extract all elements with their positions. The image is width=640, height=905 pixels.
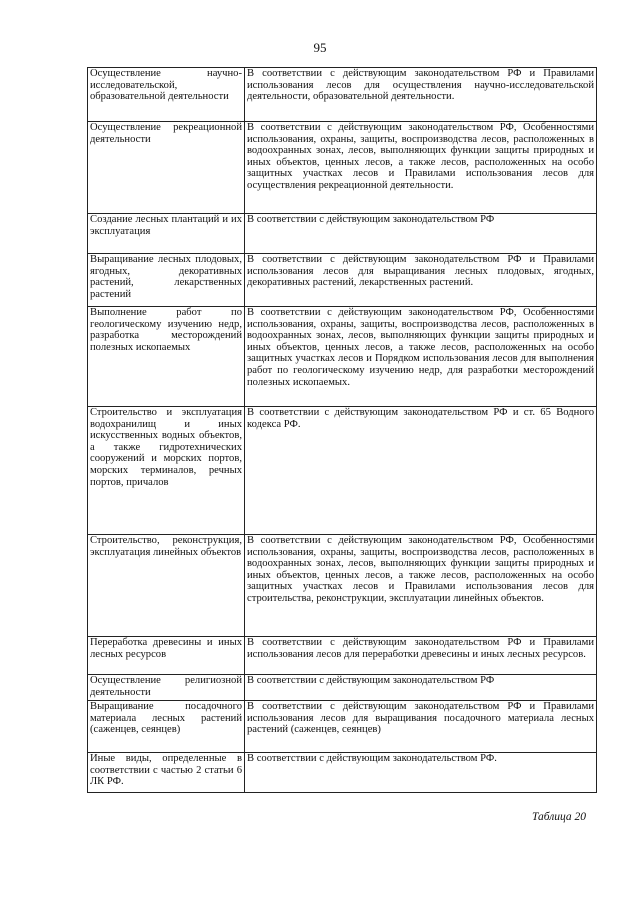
table-row bbox=[88, 214, 597, 254]
activity-cell: Строительство и эксплуатация водохранилищ и иных искусственных водных объектов, а также гидротехнических сооружений и морских портов, морских терминалов, речных портов, причалов bbox=[88, 407, 245, 535]
table-row bbox=[88, 675, 597, 701]
requirement-cell: В соответствии с действующим законодательством РФ. bbox=[245, 753, 597, 793]
activity-cell: Выращивание посадочного материала лесных растений (саженцев, сеянцев) bbox=[88, 701, 245, 753]
activity-cell: Переработка древесины и иных лесных ресурсов bbox=[88, 637, 245, 675]
table-caption: Таблица 20 bbox=[531, 811, 586, 823]
table-row bbox=[88, 407, 597, 535]
table-row bbox=[88, 307, 597, 407]
activity-cell: Строительство, реконструкция, эксплуатация линейных объектов bbox=[88, 535, 245, 637]
activity-cell: Осуществление рекреационной деятельности bbox=[88, 122, 245, 214]
table-row bbox=[88, 122, 597, 214]
activity-cell: Выполнение работ по геологическому изучению недр, разработка месторождений полезных ископаемых bbox=[88, 307, 245, 407]
requirement-cell: В соответствии с действующим законодательством РФ bbox=[245, 214, 597, 254]
table-row bbox=[88, 701, 597, 753]
requirement-cell: В соответствии с действующим законодательством РФ и Правилами использования лесов для осуществления научно-исследовательской деятельности, образовательной деятельности. bbox=[245, 68, 597, 122]
activity-cell: Создание лесных плантаций и их эксплуатация bbox=[88, 214, 245, 254]
requirement-cell: В соответствии с действующим законодательством РФ, Особенностями использования, охраны, защиты, воспроизводства лесов, расположенных в водоохранных зонах, лесов, выполняющих функции защиты природных и иных объектов, ценных лесов, а также лесов, расположенных на особо защитных участках лесов и Правилами использования лесов для строительства, реконструкции, эксплуатации линейных объектов. bbox=[245, 535, 597, 637]
requirement-cell: В соответствии с действующим законодательством РФ, Особенностями использования, охраны, защиты, воспроизводства лесов, расположенных в водоохранных зонах, лесов, выполняющих функции защиты природных и иных объектов, ценных лесов, а также лесов, расположенных на особо защитных участках лесов и Правилами использования лесов для осуществления рекреационной деятельности. bbox=[245, 122, 597, 214]
page-number: 95 bbox=[313, 40, 327, 55]
table-row bbox=[88, 254, 597, 307]
table-row bbox=[88, 637, 597, 675]
requirement-cell: В соответствии с действующим законодательством РФ bbox=[245, 675, 597, 701]
forest-use-table bbox=[87, 67, 597, 793]
activity-cell: Иные виды, определенные в соответствии с частью 2 статьи 6 ЛК РФ. bbox=[88, 753, 245, 793]
activity-cell: Осуществление религиозной деятельности bbox=[88, 675, 245, 701]
requirement-cell: В соответствии с действующим законодательством РФ, Особенностями использования, охраны, защиты, воспроизводства лесов, расположенных в водоохранных зонах, лесов, выполняющих функции защиты природных и иных объектов, ценных лесов, а также лесов, расположенных на особо защитных участках лесов и Порядком использования лесов для выполнения работ по геологическому изучению недр, для разработки месторождений полезных ископаемых. bbox=[245, 307, 597, 407]
requirement-cell: В соответствии с действующим законодательством РФ и Правилами использования лесов для выращивания посадочного материала лесных растений (саженцев, сеянцев) bbox=[245, 701, 597, 753]
activity-cell: Осуществление научно-исследовательской, образовательной деятельности bbox=[88, 68, 245, 122]
table-row bbox=[88, 535, 597, 637]
requirement-cell: В соответствии с действующим законодательством РФ и Правилами использования лесов для выращивания лесных плодовых, ягодных, декоративных растений, лекарственных растений. bbox=[245, 254, 597, 307]
requirement-cell: В соответствии с действующим законодательством РФ и ст. 65 Водного кодекса РФ. bbox=[245, 407, 597, 535]
requirement-cell: В соответствии с действующим законодательством РФ и Правилами использования лесов для переработки древесины и иных лесных ресурсов. bbox=[245, 637, 597, 675]
activity-cell: Выращивание лесных плодовых, ягодных, декоративных растений, лекарственных растений bbox=[88, 254, 245, 307]
table-row bbox=[88, 753, 597, 793]
table-row bbox=[88, 68, 597, 122]
